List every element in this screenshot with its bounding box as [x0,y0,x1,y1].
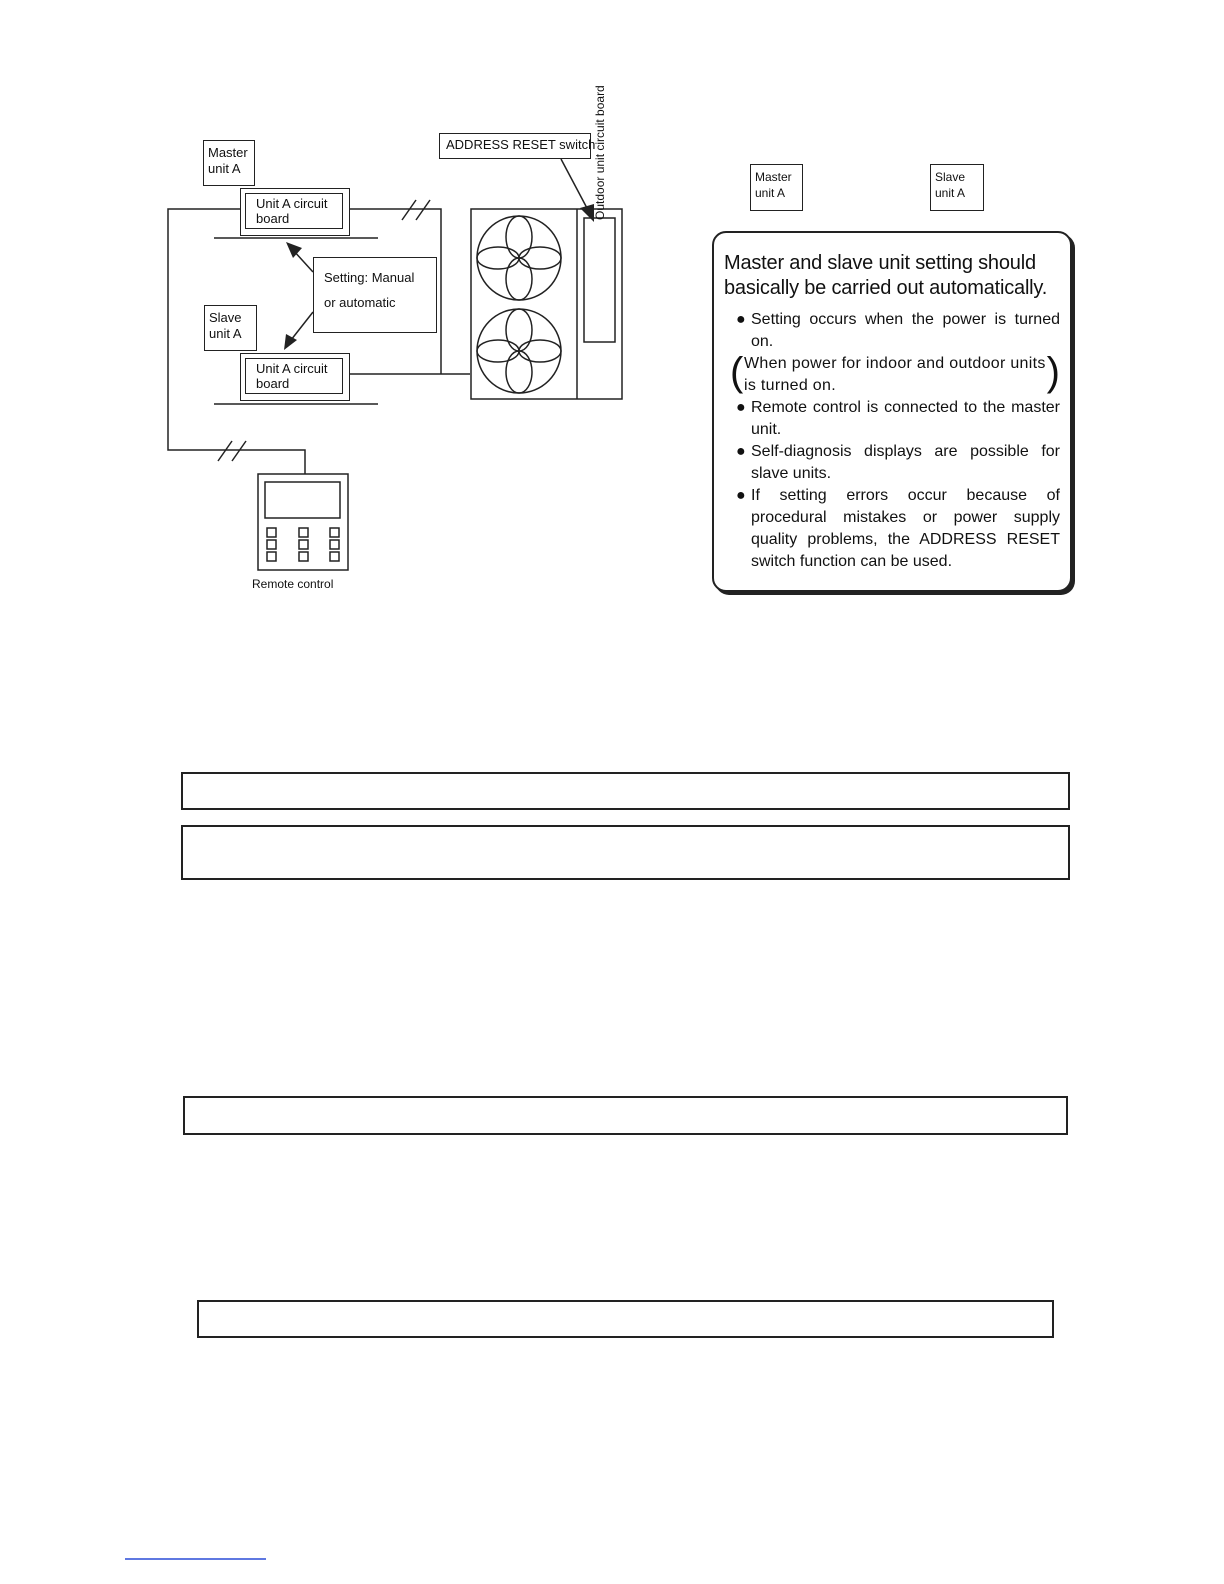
wire-break-mark [416,200,430,220]
info-title: Master and slave unit setting should basically be carried out automatically. [724,252,1048,299]
remote-button [299,552,308,561]
paren-open: ( [730,350,744,394]
info-item [724,441,1060,485]
remote-button [267,552,276,561]
master-circuit-board-label: Unit A circuit board [245,193,343,229]
master-unit-label: Master unit A [203,140,255,186]
info-item [724,485,1060,573]
fan-icon [477,309,561,393]
fan-icon [477,216,561,300]
legend-slave-label: Slave unit A [930,164,984,211]
remote-control-screen [265,482,340,518]
remote-button [267,540,276,549]
outdoor-unit [471,209,622,399]
wire-break-mark [232,441,246,461]
remote-button [299,540,308,549]
remote-button [330,540,339,549]
remote-control-buttons [267,528,339,561]
legend-master-label: Master unit A [750,164,803,211]
slave-circuit-board [240,353,350,401]
address-reset-pointer [561,159,588,210]
master-circuit-board [240,188,350,236]
empty-box-4 [197,1300,1054,1338]
info-list [724,309,1060,353]
remote-button [267,528,276,537]
setting-mode-line1: Setting: Manual [324,270,415,285]
setting-mode-label [313,257,437,333]
remote-button [330,528,339,537]
info-item [724,309,1060,353]
setting-arrowhead-down [284,334,297,350]
empty-box-2 [181,825,1070,880]
wire-break-mark [218,441,232,461]
address-reset-switch-label: ADDRESS RESET switch [439,133,591,159]
outdoor-board-label: Outdoor unit circuit board [593,85,607,220]
info-item-text: If setting errors occur because of procedural mistakes or power supply quality problems, the ADDRESS RESET switch function can be used. [751,487,1060,570]
info-note [724,350,1060,397]
remote-button [299,528,308,537]
bullet-icon: ● [736,399,746,416]
info-panel [712,231,1072,592]
remote-control-label: Remote control [252,577,334,591]
empty-box-1 [181,772,1070,810]
paren-close: ) [1046,350,1060,394]
wire-break-mark [402,200,416,220]
outdoor-circuit-board [584,218,615,342]
empty-box-3 [183,1096,1068,1135]
info-list-continued [724,397,1060,573]
slave-circuit-board-label: Unit A circuit board [245,358,343,394]
setting-arrow-down [291,312,313,340]
bullet-icon: ● [736,487,746,504]
remote-control-body [258,474,348,570]
info-item [724,397,1060,441]
info-item-text: Setting occurs when the power is turned on. [751,311,1060,350]
remote-button [330,552,339,561]
info-item-text: Self-diagnosis displays are possible for slave units. [751,443,1060,482]
slave-unit-label: Slave unit A [204,305,257,351]
setting-mode-line2: or automatic [324,295,396,310]
bullet-icon: ● [736,443,746,460]
bullet-icon: ● [736,311,746,328]
setting-arrowhead-up [286,242,302,258]
info-note-text: When power for indoor and outdoor units is turned on. [744,355,1046,394]
info-item-text: Remote control is connected to the master unit. [751,399,1060,438]
